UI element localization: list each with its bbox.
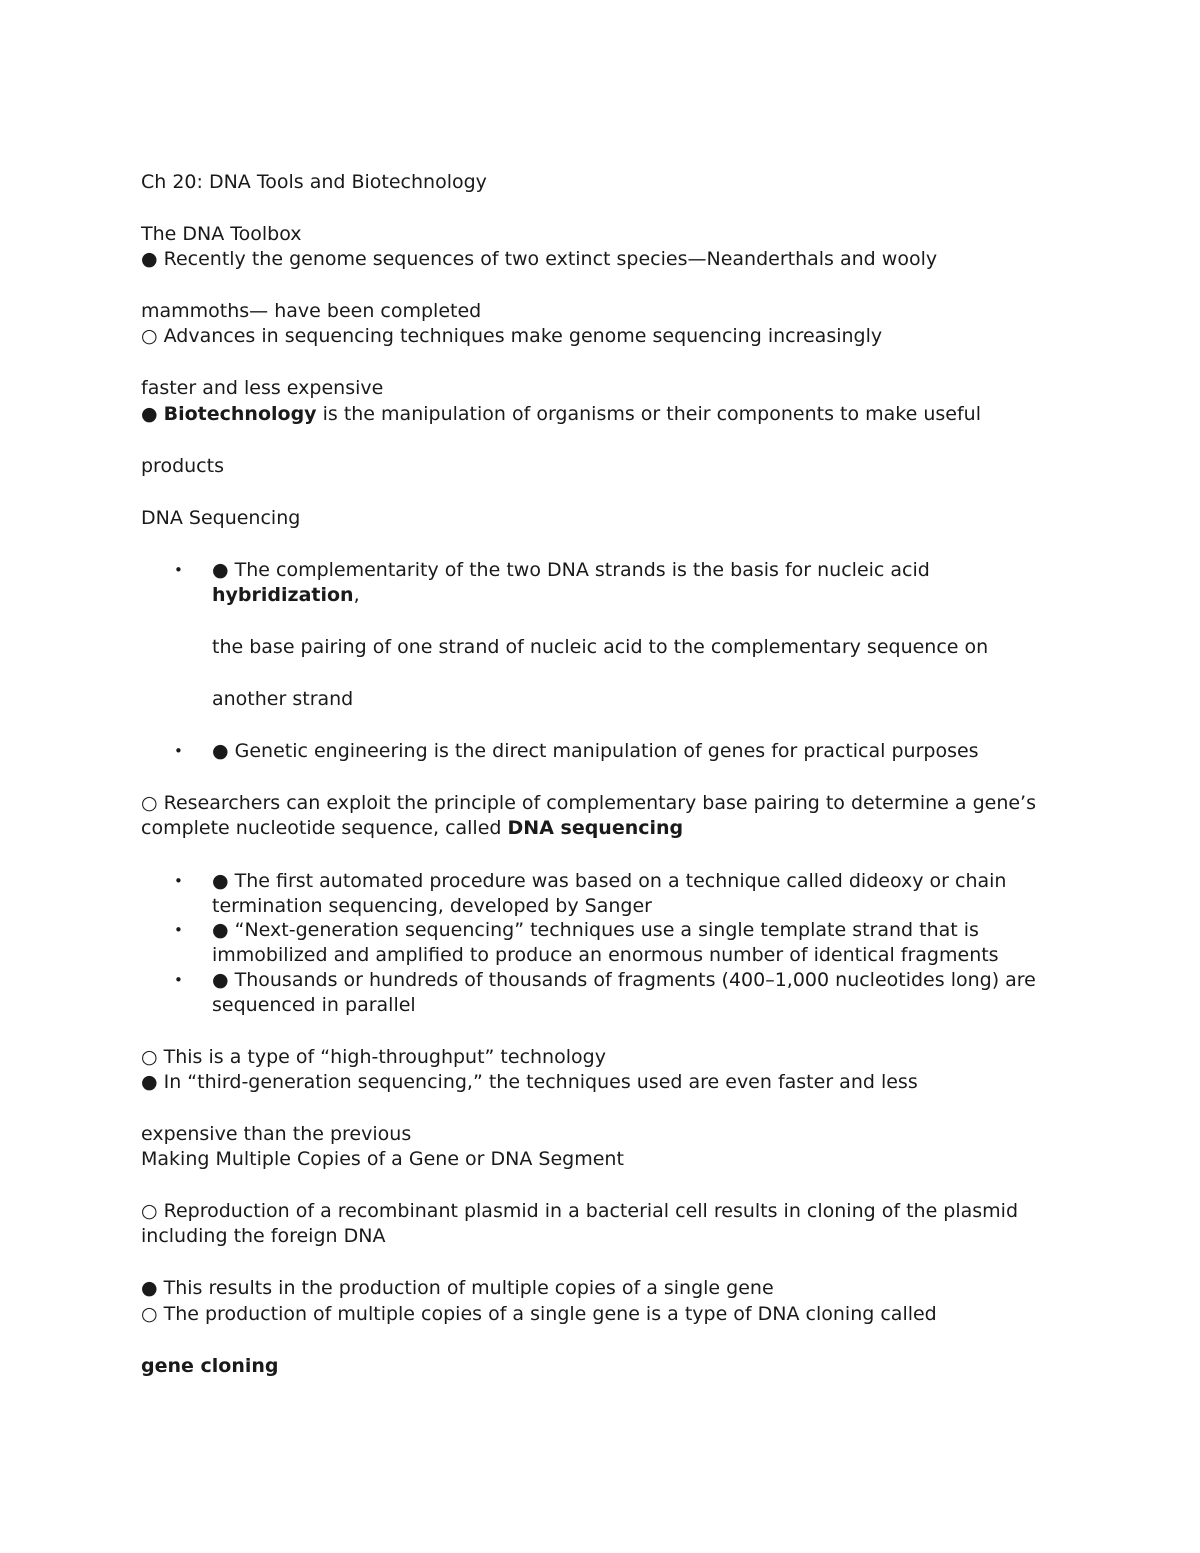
biotechnology-definition: is the manipulation of organisms or their components to make useful [316, 403, 981, 425]
term-hybridization: hybridization [212, 584, 354, 606]
list-marker: • [174, 561, 183, 579]
bullet-extinct-genomes: ● Recently the genome sequences of two extinct species—Neanderthals and wooly [141, 248, 938, 270]
item-genetic-engineering: ● Genetic engineering is the direct manipulation of genes for practical purposes [212, 740, 979, 762]
term-dna-sequencing: DNA sequencing [507, 817, 684, 839]
item-sanger: ● The first automated procedure was based on a technique called dideoxy or chain [212, 870, 1007, 892]
item-complementarity-cont: another strand [212, 688, 354, 710]
researchers-text: complete nucleotide sequence, called [141, 817, 508, 839]
bullet-third-generation: ● In “third-generation sequencing,” the techniques used are even faster and less [141, 1071, 918, 1093]
subbullet-high-throughput: ○ This is a type of “high-throughput” technology [141, 1046, 606, 1068]
item-complementarity-term [212, 583, 360, 608]
toolbox-heading: The DNA Toolbox [141, 223, 302, 245]
bullet-glyph: ● [141, 403, 164, 425]
item-fragments: ● Thousands or hundreds of thousands of fragments (400–1,000 nucleotides long) are [212, 969, 1036, 991]
subbullet-advances-cont: faster and less expensive [141, 377, 384, 399]
bullet-third-generation-cont: expensive than the previous [141, 1123, 412, 1145]
item-fragments-cont: sequenced in parallel [212, 994, 416, 1016]
item-complementarity-cont: the base pairing of one strand of nucleic acid to the complementary sequence on [212, 636, 989, 658]
list-marker: • [174, 921, 183, 939]
copies-heading: Making Multiple Copies of a Gene or DNA Segment [141, 1148, 624, 1170]
term-biotechnology: Biotechnology [163, 403, 317, 425]
item-next-generation-cont: immobilized and amplified to produce an enormous number of identical fragments [212, 944, 999, 966]
sequencing-heading: DNA Sequencing [141, 507, 301, 529]
subbullet-dna-cloning: ○ The production of multiple copies of a single gene is a type of DNA cloning called [141, 1303, 937, 1325]
list-marker: • [174, 872, 183, 890]
item-complementarity: ● The complementarity of the two DNA strands is the basis for nucleic acid [212, 559, 930, 581]
item-sanger-cont: termination sequencing, developed by Sanger [212, 895, 652, 917]
gene-cloning-label: gene cloning [141, 1355, 279, 1377]
subbullet-advances: ○ Advances in sequencing techniques make genome sequencing increasingly [141, 325, 883, 347]
subbullet-recombinant-plasmid: ○ Reproduction of a recombinant plasmid in a bacterial cell results in cloning of the plasmid [141, 1200, 1019, 1222]
list-marker: • [174, 742, 183, 760]
term-gene-cloning [141, 1354, 279, 1379]
subbullet-researchers-cont [141, 816, 683, 841]
subbullet-researchers: ○ Researchers can exploit the principle of complementary base pairing to determine a gene’s [141, 792, 1036, 814]
bullet-biotechnology-cont: products [141, 455, 224, 477]
list-marker: • [174, 971, 183, 989]
bullet-extinct-genomes-cont: mammoths— have been completed [141, 300, 482, 322]
bullet-biotechnology [141, 402, 981, 427]
item-next-generation: ● “Next-generation sequencing” techniques use a single template strand that is [212, 919, 979, 941]
term-suffix: , [353, 584, 360, 606]
subbullet-recombinant-plasmid-cont: including the foreign DNA [141, 1225, 386, 1247]
doc-title: Ch 20: DNA Tools and Biotechnology [141, 171, 487, 193]
bullet-multiple-copies: ● This results in the production of multiple copies of a single gene [141, 1277, 774, 1299]
